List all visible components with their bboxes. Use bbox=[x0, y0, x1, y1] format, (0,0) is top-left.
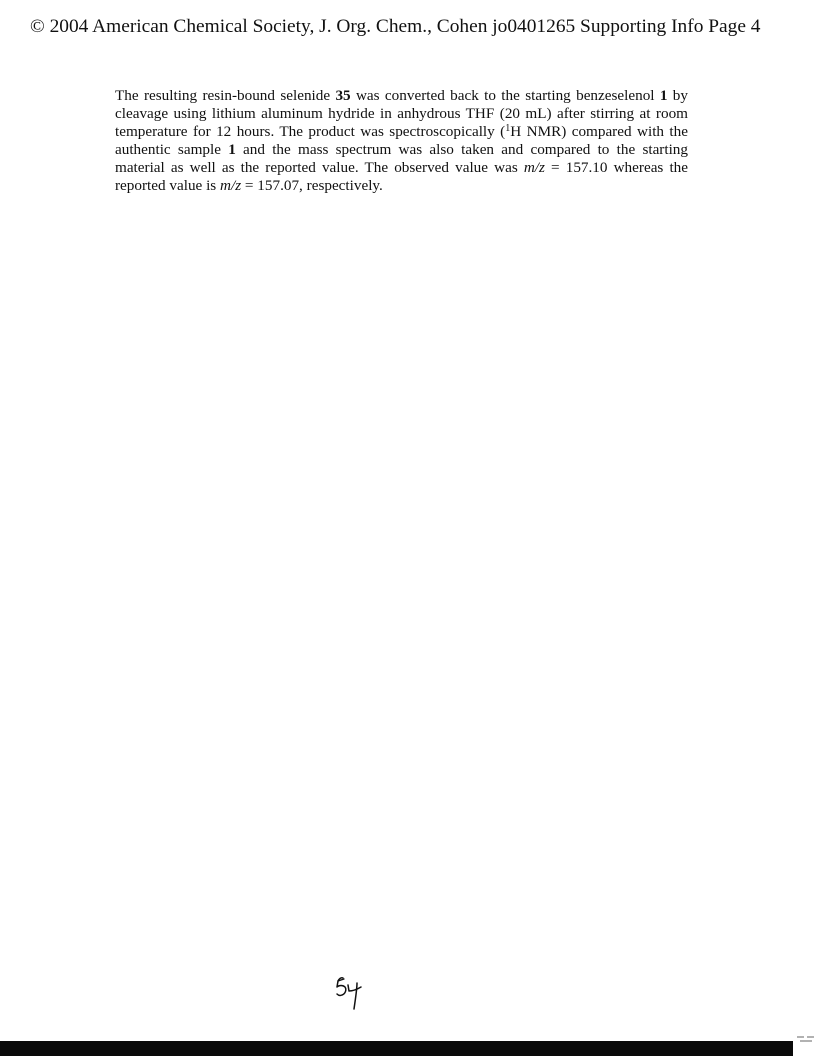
compound-number: 35 bbox=[335, 87, 351, 104]
text-run: by cleavage using lithium aluminum hydride in anhydrous THF (20 mL) after stirring at room temperature for 12 hours. The product was spectroscopically ( bbox=[115, 87, 688, 141]
compound-number: 1 bbox=[228, 141, 236, 159]
text-run: = 157.10 whereas the reported value is bbox=[115, 159, 688, 195]
text-run: and the mass spectrum was also taken and compared to the starting material as well as the reported value. The observed value was bbox=[115, 141, 688, 177]
scan-corner-mark bbox=[796, 1036, 816, 1042]
text-run: = 157.07, respectively. bbox=[241, 177, 383, 195]
text-run: The resulting resin-bound selenide bbox=[115, 87, 336, 104]
compound-number: 1 bbox=[659, 87, 668, 104]
body-paragraph bbox=[115, 87, 688, 196]
text-run: was converted back to the starting benzeselenol bbox=[350, 87, 660, 104]
math-variable: m/z bbox=[523, 159, 545, 177]
page-header: © 2004 American Chemical Society, J. Org. Chem., Cohen jo0401265 Supporting Info Page 4 bbox=[30, 16, 761, 37]
math-variable: m/z bbox=[220, 177, 242, 195]
superscript: 1 bbox=[505, 123, 511, 135]
scan-bottom-edge bbox=[0, 1041, 793, 1056]
handwritten-page-number bbox=[334, 975, 364, 1011]
text-run: H NMR) compared with the authentic sample bbox=[115, 123, 688, 159]
